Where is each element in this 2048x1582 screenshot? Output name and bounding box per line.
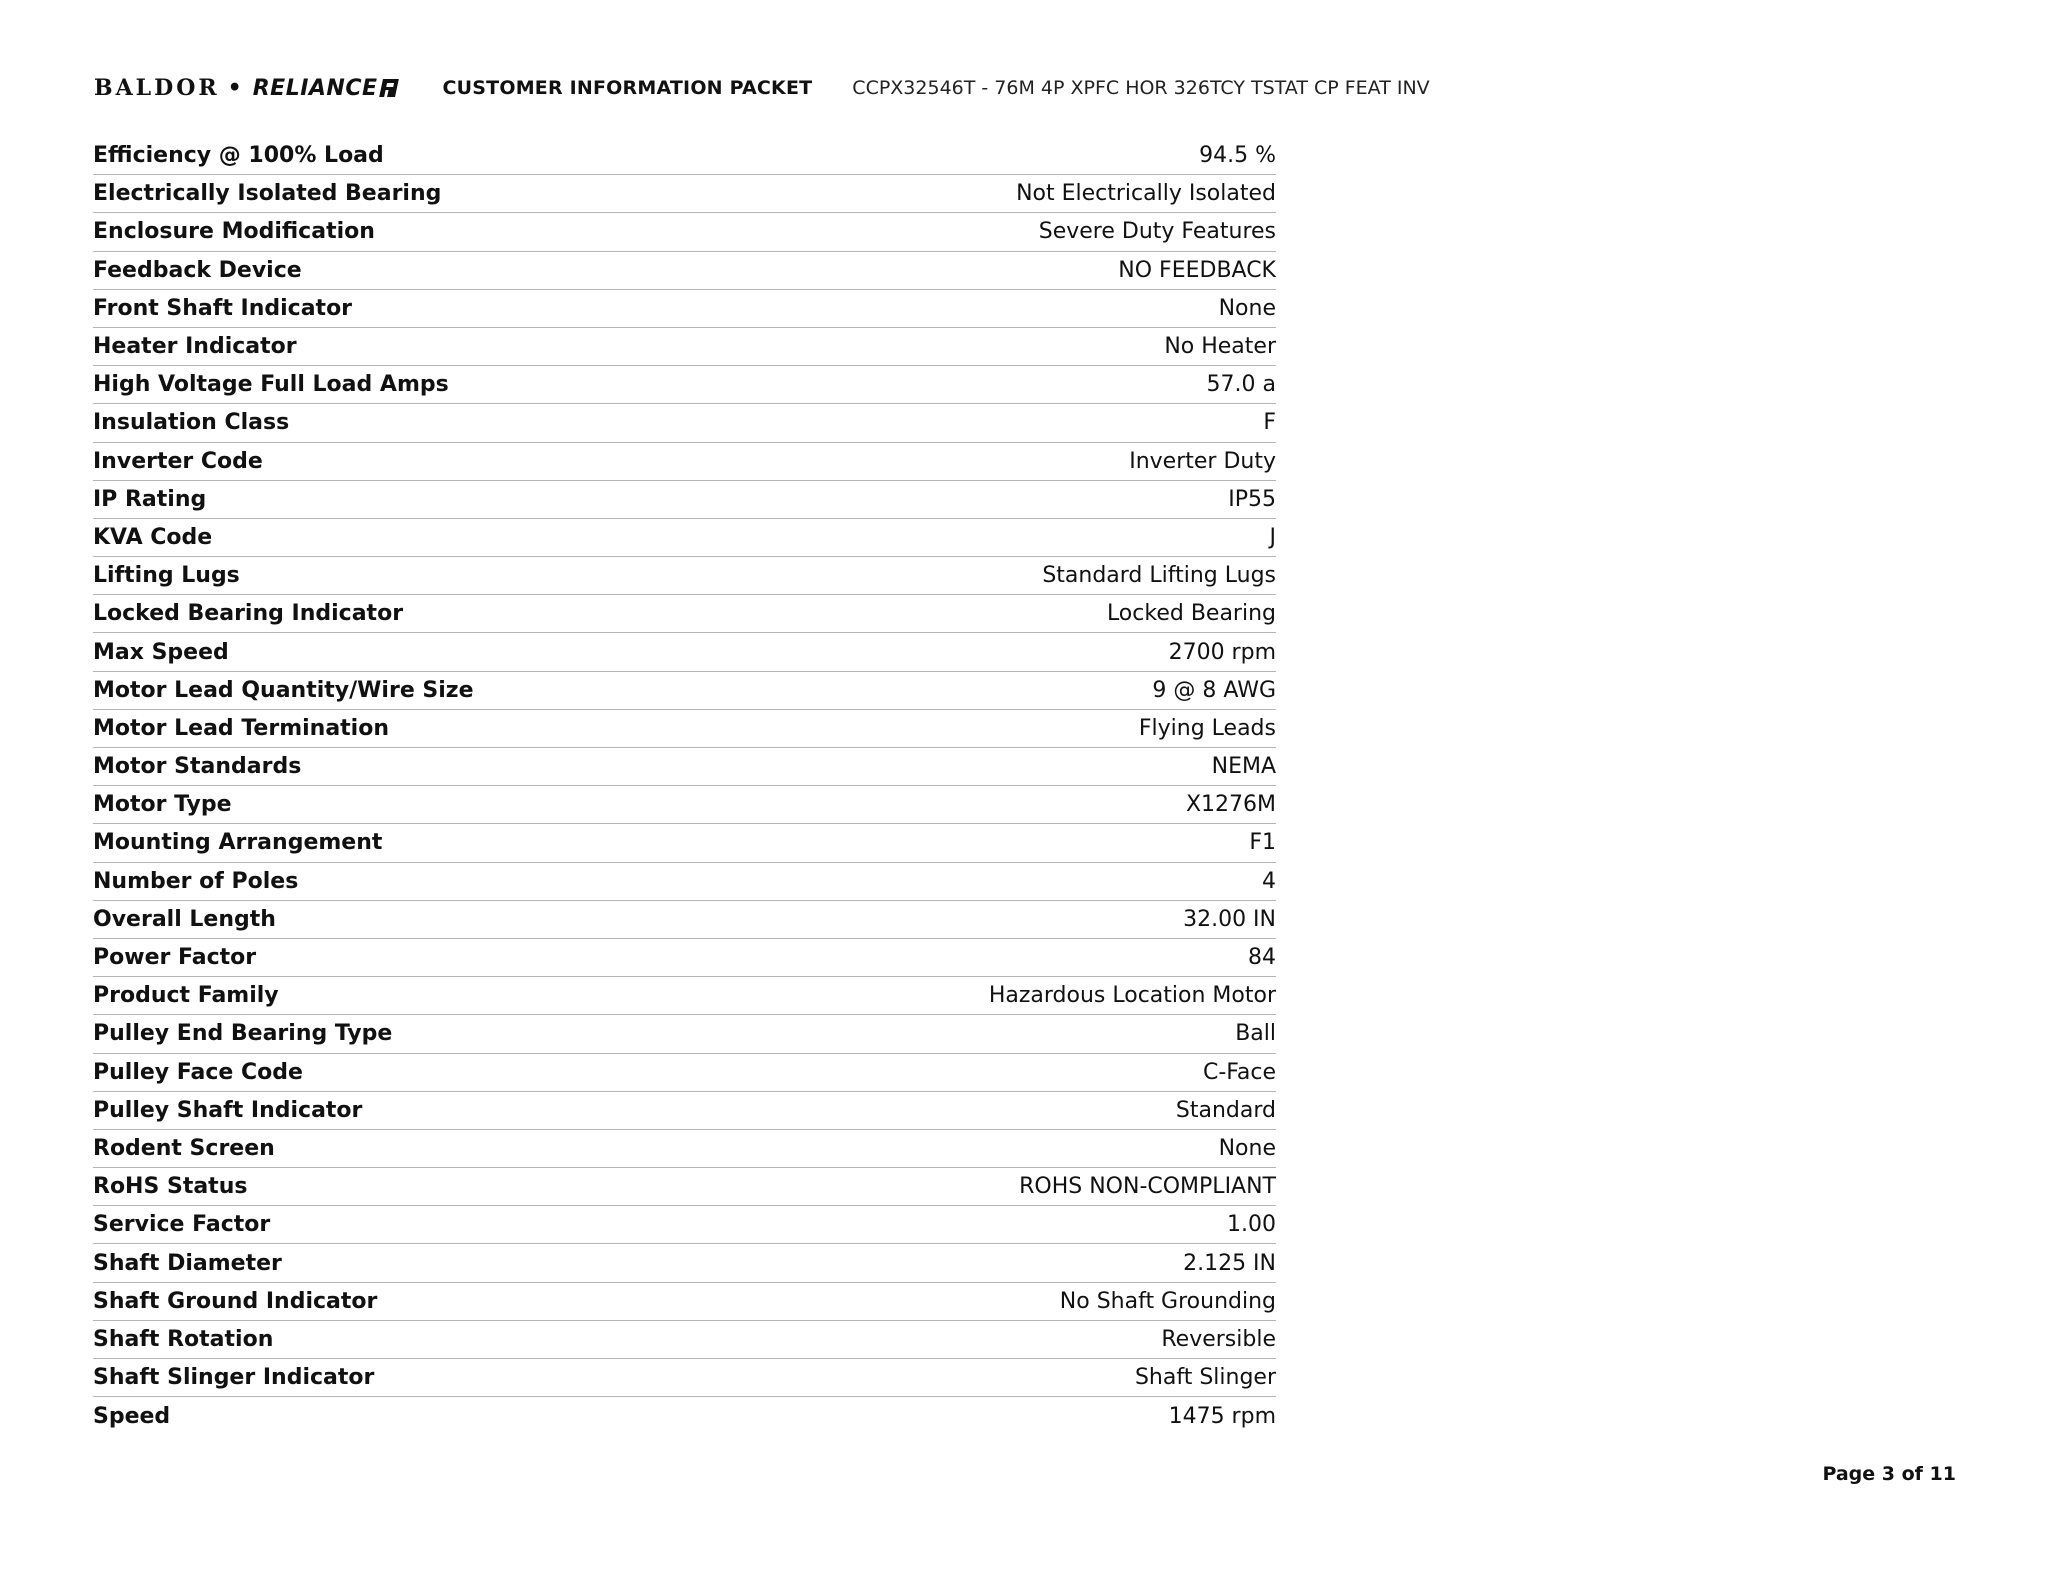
baldor-reliance-logo bbox=[94, 75, 397, 101]
spec-label: Heater Indicator bbox=[93, 334, 297, 360]
spec-row bbox=[93, 137, 1276, 175]
spec-label: Inverter Code bbox=[93, 448, 263, 474]
spec-row bbox=[93, 481, 1276, 519]
spec-value: F bbox=[1263, 410, 1276, 436]
spec-row bbox=[93, 443, 1276, 481]
spec-row bbox=[93, 1283, 1276, 1321]
logo-reliance-text: RELIANCE bbox=[252, 75, 378, 101]
spec-row bbox=[93, 1015, 1276, 1053]
spec-value: 4 bbox=[1262, 868, 1276, 894]
spec-value: C-Face bbox=[1202, 1059, 1276, 1085]
spec-row bbox=[93, 1092, 1276, 1130]
spec-label: Pulley Shaft Indicator bbox=[93, 1097, 363, 1123]
spec-label: Pulley End Bearing Type bbox=[93, 1021, 393, 1047]
spec-value: IP55 bbox=[1228, 486, 1276, 512]
spec-value: Inverter Duty bbox=[1129, 448, 1276, 474]
spec-value: 57.0 a bbox=[1206, 372, 1276, 398]
spec-label: Shaft Ground Indicator bbox=[93, 1288, 378, 1314]
spec-value: 94.5 % bbox=[1199, 143, 1276, 169]
spec-row bbox=[93, 748, 1276, 786]
spec-value: None bbox=[1218, 295, 1276, 321]
spec-row bbox=[93, 633, 1276, 671]
spec-row bbox=[93, 710, 1276, 748]
spec-label: Rodent Screen bbox=[93, 1135, 275, 1161]
spec-row bbox=[93, 557, 1276, 595]
spec-row bbox=[93, 1168, 1276, 1206]
spec-value: Severe Duty Features bbox=[1038, 219, 1276, 245]
spec-label: Shaft Diameter bbox=[93, 1250, 282, 1276]
spec-label: High Voltage Full Load Amps bbox=[93, 372, 449, 398]
spec-row bbox=[93, 824, 1276, 862]
spec-value: Locked Bearing bbox=[1106, 601, 1276, 627]
spec-row bbox=[93, 213, 1276, 251]
spec-value: Ball bbox=[1235, 1021, 1276, 1047]
spec-label: Service Factor bbox=[93, 1212, 271, 1238]
spec-row bbox=[93, 519, 1276, 557]
spec-label: Electrically Isolated Bearing bbox=[93, 181, 442, 207]
spec-row bbox=[93, 175, 1276, 213]
spec-row bbox=[93, 1244, 1276, 1282]
spec-value: Hazardous Location Motor bbox=[988, 983, 1276, 1009]
spec-label: Locked Bearing Indicator bbox=[93, 601, 404, 627]
spec-value: Standard bbox=[1175, 1097, 1276, 1123]
spec-label: Efficiency @ 100% Load bbox=[93, 143, 384, 169]
spec-label: Motor Standards bbox=[93, 754, 302, 780]
spec-label: Speed bbox=[93, 1403, 171, 1429]
spec-label: Max Speed bbox=[93, 639, 229, 665]
spec-value: Standard Lifting Lugs bbox=[1042, 563, 1276, 589]
spec-row bbox=[93, 252, 1276, 290]
spec-row bbox=[93, 977, 1276, 1015]
spec-label: KVA Code bbox=[93, 524, 213, 550]
spec-label: Mounting Arrangement bbox=[93, 830, 383, 856]
spec-value: ROHS NON-COMPLIANT bbox=[1019, 1174, 1276, 1200]
spec-value: 84 bbox=[1248, 945, 1276, 971]
spec-label: Front Shaft Indicator bbox=[93, 295, 353, 321]
spec-row bbox=[93, 672, 1276, 710]
spec-value: F1 bbox=[1249, 830, 1276, 856]
spec-row bbox=[93, 328, 1276, 366]
spec-row bbox=[93, 366, 1276, 404]
logo-baldor-text: BALDOR bbox=[94, 75, 220, 101]
spec-label: Motor Lead Termination bbox=[93, 715, 390, 741]
logo-separator: • bbox=[227, 75, 245, 101]
spec-row bbox=[93, 595, 1276, 633]
spec-label: Pulley Face Code bbox=[93, 1059, 303, 1085]
spec-row bbox=[93, 863, 1276, 901]
spec-row bbox=[93, 1321, 1276, 1359]
spec-value: Reversible bbox=[1161, 1326, 1276, 1352]
spec-value: No Shaft Grounding bbox=[1059, 1288, 1276, 1314]
spec-row bbox=[93, 1206, 1276, 1244]
document-type-title: CUSTOMER INFORMATION PACKET bbox=[442, 77, 813, 99]
spec-row bbox=[93, 1359, 1276, 1397]
spec-label: Insulation Class bbox=[93, 410, 290, 436]
spec-value: 32.00 IN bbox=[1183, 906, 1276, 932]
spec-value: Flying Leads bbox=[1138, 715, 1276, 741]
spec-value: 2.125 IN bbox=[1183, 1250, 1276, 1276]
spec-value: 1475 rpm bbox=[1168, 1403, 1276, 1429]
spec-label: Number of Poles bbox=[93, 868, 299, 894]
page-number: Page 3 of 11 bbox=[1822, 1463, 1956, 1485]
spec-row bbox=[93, 404, 1276, 442]
spec-value: None bbox=[1218, 1135, 1276, 1161]
spec-value: 2700 rpm bbox=[1168, 639, 1276, 665]
spec-row bbox=[93, 939, 1276, 977]
spec-label: Shaft Slinger Indicator bbox=[93, 1365, 375, 1391]
spec-value: Not Electrically Isolated bbox=[1016, 181, 1276, 207]
spec-value: J bbox=[1269, 524, 1276, 550]
spec-value: 1.00 bbox=[1227, 1212, 1276, 1238]
spec-label: Lifting Lugs bbox=[93, 563, 240, 589]
spec-label: RoHS Status bbox=[93, 1174, 248, 1200]
spec-row bbox=[93, 290, 1276, 328]
spec-label: Shaft Rotation bbox=[93, 1326, 274, 1352]
spec-row bbox=[93, 786, 1276, 824]
spec-row bbox=[93, 1054, 1276, 1092]
spec-row bbox=[93, 1130, 1276, 1168]
spec-label: Motor Lead Quantity/Wire Size bbox=[93, 677, 474, 703]
spec-label: Enclosure Modification bbox=[93, 219, 375, 245]
spec-row bbox=[93, 901, 1276, 939]
spec-value: No Heater bbox=[1164, 334, 1276, 360]
spec-label: Product Family bbox=[93, 983, 279, 1009]
spec-value: X1276M bbox=[1185, 792, 1276, 818]
spec-label: Feedback Device bbox=[93, 257, 302, 283]
product-description: CCPX32546T - 76M 4P XPFC HOR 326TCY TSTAT CP FEAT INV bbox=[852, 77, 1430, 99]
spec-value: Shaft Slinger bbox=[1134, 1365, 1276, 1391]
spec-row bbox=[93, 1397, 1276, 1435]
specification-table bbox=[93, 137, 1276, 1435]
spec-value: NEMA bbox=[1211, 754, 1276, 780]
page-header bbox=[94, 70, 1430, 106]
spec-label: IP Rating bbox=[93, 486, 207, 512]
spec-value: NO FEEDBACK bbox=[1118, 257, 1276, 283]
spec-value: 9 @ 8 AWG bbox=[1152, 677, 1276, 703]
reliance-mark-icon bbox=[379, 79, 399, 97]
spec-label: Power Factor bbox=[93, 945, 257, 971]
spec-label: Motor Type bbox=[93, 792, 232, 818]
spec-label: Overall Length bbox=[93, 906, 276, 932]
